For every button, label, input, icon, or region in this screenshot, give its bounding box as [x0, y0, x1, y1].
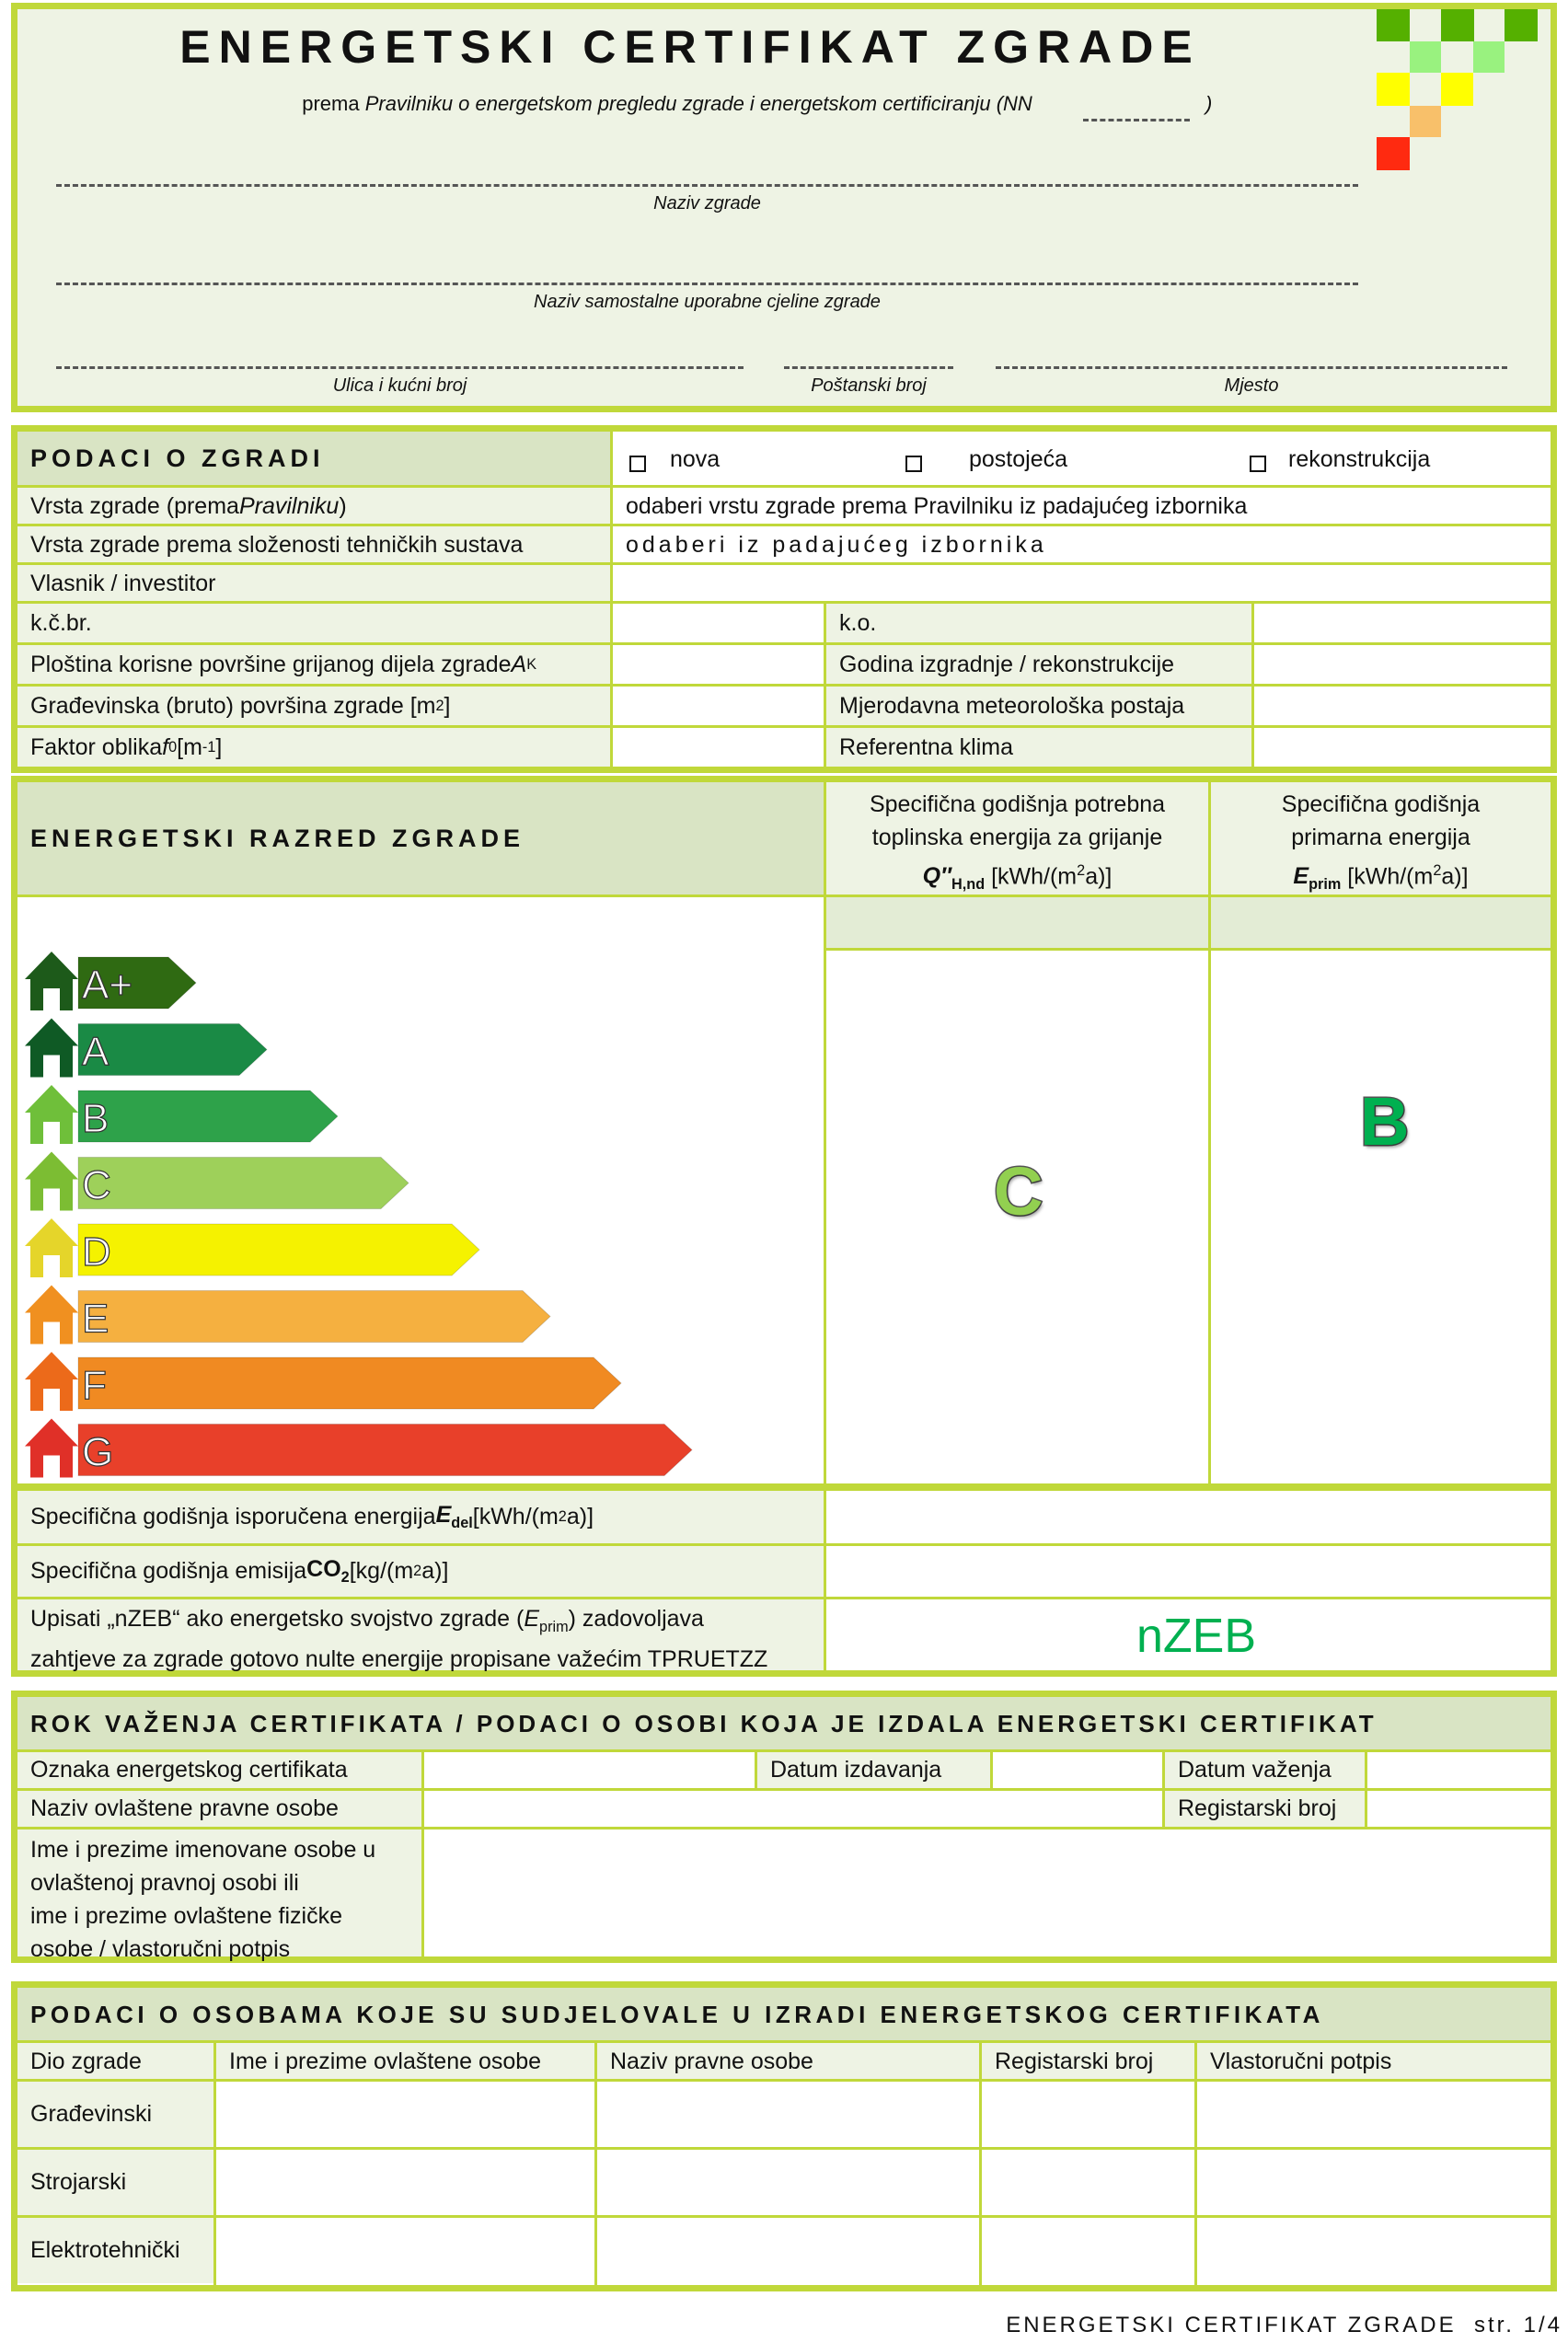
symbol-subscript: H,nd: [951, 876, 986, 894]
subtitle-close-paren: ): [1205, 92, 1213, 115]
shape-factor-label: [17, 728, 610, 767]
validity-title: [17, 1697, 1551, 1750]
building-type-select[interactable]: odaberi vrstu zgrade prema Pravilniku iz padajućeg izbornika: [613, 488, 1551, 525]
divider: [990, 1752, 993, 1788]
label-text: Faktor oblika: [30, 733, 163, 760]
signature-field[interactable]: [1197, 2150, 1551, 2215]
header-line: Specifična godišnja potrebna: [869, 791, 1166, 817]
energy-scale: [17, 948, 818, 1483]
unit: a)]: [1441, 863, 1469, 890]
authorized-person-field[interactable]: [216, 2082, 594, 2147]
divider: [1251, 604, 1254, 767]
nzeb-label-line: [30, 1603, 811, 1644]
document-subtitle: [138, 92, 1196, 116]
energy-class-arrow: [78, 1158, 409, 1209]
label-text: Specifična godišnja isporučena energija: [30, 1504, 436, 1529]
heating-energy-header: [826, 782, 1208, 895]
energy-class-label: G: [82, 1429, 114, 1475]
nzeb-field[interactable]: [826, 1599, 1551, 1670]
energy-class-label: A+: [82, 963, 133, 1008]
document-title: ENERGETSKI CERTIFIKAT ZGRADE: [179, 21, 1201, 73]
house-icon: [25, 1019, 78, 1078]
subtitle-prefix: prema: [302, 92, 365, 115]
symbol: f: [162, 733, 169, 760]
kcbr-field[interactable]: [613, 604, 824, 642]
unit: [kWh/(m: [985, 863, 1078, 890]
divider: [755, 1752, 757, 1788]
divider: [979, 2043, 982, 2285]
heating-energy-class: C: [994, 1153, 1043, 1229]
divider: [17, 1483, 1551, 1491]
header-line: toplinska energija za grijanje: [871, 825, 1163, 850]
page-footer: [1006, 2313, 1562, 2338]
postal-code-field[interactable]: [784, 366, 953, 369]
house-icon: [25, 1419, 78, 1478]
header-line: primarna energija: [1291, 825, 1470, 850]
legal-entity-field[interactable]: [597, 2150, 979, 2215]
superscript: -1: [202, 738, 216, 756]
registry-number-label: Registarski broj: [1165, 1791, 1365, 1827]
building-name-field[interactable]: [56, 184, 1358, 187]
divider: [1365, 1752, 1367, 1827]
unit: [kWh/(m: [472, 1504, 559, 1529]
year-field[interactable]: [1254, 645, 1551, 684]
issue-date-field[interactable]: [993, 1752, 1162, 1788]
label-text: Građevinska (bruto) površina zgrade [m: [30, 692, 436, 719]
house-icon: [25, 1352, 78, 1411]
energy-class-label: E: [82, 1296, 110, 1342]
superscript: 2: [435, 697, 444, 714]
gross-area-label: [17, 687, 610, 725]
symbol: Q″: [922, 863, 952, 890]
energy-class-arrow: [78, 1224, 479, 1275]
energy-class-f: [25, 1352, 621, 1411]
divider: [213, 2043, 216, 2285]
nzeb-value: nZEB: [1136, 1610, 1257, 1663]
column-header: Dio zgrade: [17, 2043, 213, 2080]
energy-class-c: [25, 1152, 409, 1211]
cert-mark-label: Oznaka energetskog certifikata: [17, 1752, 421, 1788]
authorized-person-field[interactable]: [216, 2150, 594, 2215]
nzeb-label-line: zahtjeve za zgrade gotovo nulte energije propisane važećim TPRUETZZ: [30, 1646, 768, 1672]
column-header: Registarski broj: [982, 2043, 1194, 2080]
symbol-subscript: prim: [1309, 876, 1342, 894]
building-part-label: Strojarski: [17, 2150, 213, 2215]
city-field[interactable]: [996, 366, 1507, 369]
reference-climate-field[interactable]: [1254, 728, 1551, 767]
superscript: 2: [413, 1563, 422, 1579]
energy-class-e: [25, 1286, 550, 1345]
logo-square: [1377, 9, 1410, 41]
energy-class-arrow: [78, 1425, 692, 1476]
energy-class-label: A: [82, 1029, 110, 1075]
logo-square: [1473, 41, 1505, 73]
reference-climate-label: Referentna klima: [826, 728, 1251, 767]
kcbr-label: k.č.br.: [17, 604, 610, 642]
symbol-subscript: prim: [539, 1619, 569, 1635]
section-title: PODACI O OSOBAMA KOJE SU SUDJELOVALE U IZRADI ENERGETSKOG CERTIFIKATA: [30, 2000, 1324, 2028]
energy-class-a: [25, 1019, 267, 1078]
checkbox-postojeca[interactable]: [905, 452, 946, 479]
label-line: ovlaštenoj pravnoj osobi ili: [30, 1870, 299, 1896]
label-text: Specifična godišnja emisija: [30, 1558, 307, 1584]
energy-class-label: D: [82, 1229, 111, 1275]
checkbox-nova[interactable]: [629, 452, 670, 479]
city-label: Mjesto: [1224, 375, 1279, 396]
street-field[interactable]: [56, 366, 744, 369]
symbol-subscript: 2: [340, 1569, 350, 1586]
symbol-subscript: del: [451, 1515, 473, 1531]
column-header: Ime i prezime ovlaštene osobe: [216, 2043, 594, 2080]
superscript: 2: [1433, 862, 1442, 879]
heated-area-label: [17, 645, 610, 684]
legal-entity-label: Naziv ovlaštene pravne osobe: [17, 1791, 421, 1827]
checkbox-postojeca-label: postojeća: [969, 446, 1068, 472]
divider: [594, 2043, 597, 2285]
co2-emission-label: [17, 1546, 824, 1597]
label-line: Ime i prezime imenovane osobe u: [30, 1837, 376, 1863]
divider: [1208, 782, 1211, 1483]
unit: [kg/(m: [349, 1558, 414, 1584]
superscript: 2: [1077, 862, 1086, 879]
logo-square: [1441, 9, 1474, 41]
building-status-checkboxes: [613, 432, 1551, 486]
checkbox-icon[interactable]: [629, 456, 646, 472]
label-text: Vrsta zgrade (prema: [30, 492, 239, 519]
symbol: E: [1293, 863, 1309, 890]
registry-number-field[interactable]: [982, 2082, 1194, 2147]
energy-class-label: F: [82, 1363, 107, 1408]
checkbox-nova-label: nova: [670, 446, 721, 472]
complexity-select[interactable]: odaberi iz padajućeg izbornika: [613, 526, 1551, 563]
primary-energy-value[interactable]: [1211, 897, 1551, 948]
energy-class-label: C: [82, 1162, 111, 1208]
building-part-label: Građevinski: [17, 2082, 213, 2147]
checkbox-icon[interactable]: [905, 456, 922, 472]
signature-field[interactable]: [1197, 2082, 1551, 2147]
weather-station-label: Mjerodavna meteorološka postaja: [826, 687, 1251, 725]
registry-number-field[interactable]: [982, 2150, 1194, 2215]
label-line: ime i prezime ovlaštene fizičke: [30, 1903, 343, 1929]
unit: a)]: [1085, 863, 1113, 890]
weather-station-field[interactable]: [1254, 687, 1551, 725]
nn-number-field[interactable]: [1083, 96, 1190, 121]
house-icon: [25, 1286, 78, 1345]
footer-title: ENERGETSKI CERTIFIKAT ZGRADE: [1006, 2313, 1457, 2337]
logo-square: [1441, 73, 1473, 106]
divider: [824, 948, 1551, 951]
cert-mark-field[interactable]: [424, 1752, 755, 1788]
ko-label: k.o.: [826, 604, 1251, 642]
logo-square: [1377, 73, 1410, 106]
building-data-title: [17, 432, 610, 486]
label-text: ]: [215, 733, 223, 760]
section-title: ENERGETSKI RAZRED ZGRADE: [30, 825, 525, 852]
unit: [kWh/(m: [1341, 863, 1434, 890]
divider: [1162, 1752, 1165, 1827]
building-part-label: Elektrotehnički: [17, 2218, 213, 2283]
owner-label: Vlasnik / investitor: [17, 565, 610, 602]
energy-class-g: [25, 1419, 692, 1478]
checkbox-rekonstrukcija-label: rekonstrukcija: [1288, 446, 1431, 472]
year-label: Godina izgradnje / rekonstrukcije: [826, 645, 1251, 684]
symbol: E: [435, 1502, 452, 1528]
label-line: osobe / vlastoručni potpis: [30, 1936, 291, 1962]
issue-date-label: Datum izdavanja: [757, 1752, 990, 1788]
label-text: [m: [177, 733, 202, 760]
participants-title: [17, 1988, 1551, 2041]
valid-until-field[interactable]: [1367, 1752, 1551, 1788]
column-header: Vlastoručni potpis: [1197, 2043, 1551, 2080]
legal-entity-field[interactable]: [424, 1791, 1162, 1827]
energy-class-arrow: [78, 1357, 621, 1409]
registry-number-field[interactable]: [1367, 1791, 1551, 1827]
delivered-energy-label: [17, 1491, 824, 1543]
symbol-subscript: K: [526, 655, 537, 673]
energy-class-label: B: [82, 1096, 110, 1141]
label-text: ]: [444, 692, 451, 719]
label-text: ) zadovoljava: [568, 1606, 704, 1632]
street-label: Ulica i kućni broj: [332, 375, 467, 396]
gross-area-field[interactable]: [613, 687, 824, 725]
signature-field[interactable]: [1197, 2218, 1551, 2283]
header-line: Specifična godišnja: [1281, 791, 1481, 817]
postal-code-label: Poštanski broj: [811, 375, 927, 396]
energy-class-title: [17, 782, 824, 895]
valid-until-label: Datum važenja: [1165, 1752, 1365, 1788]
energy-class-b: [25, 1085, 338, 1144]
label-text: ): [339, 492, 347, 519]
house-icon: [25, 952, 78, 1010]
building-name-label: Naziv zgrade: [653, 193, 761, 214]
primary-energy-header: [1211, 782, 1551, 895]
house-icon: [25, 1152, 78, 1211]
ko-field[interactable]: [1254, 604, 1551, 642]
divider: [610, 432, 613, 767]
label-italic: Pravilniku: [238, 492, 340, 519]
column-header: Naziv pravne osobe: [597, 2043, 979, 2080]
energy-class-arrow: [78, 1091, 338, 1142]
co2-emission-field[interactable]: [826, 1546, 1551, 1597]
energy-class-a-plus: [25, 952, 196, 1010]
page-number: str. 1/4: [1473, 2313, 1562, 2337]
checkbox-icon[interactable]: [1250, 456, 1266, 472]
legal-entity-field[interactable]: [597, 2082, 979, 2147]
subtitle-regulation: Pravilniku o energetskom pregledu zgrade i energetskom certificiranju (NN: [364, 92, 1032, 115]
energy-class-arrow: [78, 1291, 550, 1343]
checkbox-rekonstrukcija[interactable]: [1250, 452, 1290, 479]
delivered-energy-field[interactable]: [826, 1491, 1551, 1543]
owner-field[interactable]: [613, 565, 1551, 602]
building-type-label: [17, 488, 610, 525]
logo-square: [1410, 41, 1441, 73]
primary-energy-class: B: [1360, 1083, 1410, 1160]
complexity-label: Vrsta zgrade prema složenosti tehničkih sustava: [17, 526, 610, 563]
symbol-subscript: 0: [168, 738, 178, 756]
logo-square: [1505, 9, 1538, 41]
section-title: PODACI O ZGRADI: [30, 444, 325, 472]
heated-area-field[interactable]: [613, 645, 824, 684]
energy-class-d: [25, 1218, 479, 1277]
unit: a)]: [421, 1558, 449, 1584]
unit-name-field[interactable]: [56, 283, 1358, 285]
authorized-person-field[interactable]: [216, 2218, 594, 2283]
symbol: CO: [306, 1556, 341, 1582]
symbol: A: [511, 651, 527, 677]
shape-factor-field[interactable]: [613, 728, 824, 767]
house-icon: [25, 1218, 78, 1277]
unit-name-label: Naziv samostalne uporabne cjeline zgrade: [534, 292, 881, 312]
label-text: Upisati „nZEB“ ako energetsko svojstvo zgrade (: [30, 1606, 525, 1632]
unit: a)]: [566, 1504, 594, 1529]
divider: [824, 604, 826, 767]
superscript: 2: [558, 1508, 567, 1525]
legal-entity-field[interactable]: [597, 2218, 979, 2283]
divider: [1194, 2043, 1197, 2285]
issuer-person-field[interactable]: [424, 1829, 1551, 1956]
symbol: E: [524, 1606, 540, 1632]
nzeb-label: [17, 1599, 824, 1670]
heating-energy-value[interactable]: [826, 897, 1208, 948]
registry-number-field[interactable]: [982, 2218, 1194, 2283]
section-title: ROK VAŽENJA CERTIFIKATA / PODACI O OSOBI KOJA JE IZDALA ENERGETSKI CERTIFIKAT: [30, 1709, 1378, 1737]
logo-square: [1377, 137, 1410, 170]
divider: [421, 1752, 424, 1956]
label-text: Ploština korisne površine grijanog dijela zgrade: [30, 651, 512, 677]
issuer-person-label: [17, 1829, 421, 1962]
logo-square: [1410, 106, 1441, 137]
house-icon: [25, 1085, 78, 1144]
